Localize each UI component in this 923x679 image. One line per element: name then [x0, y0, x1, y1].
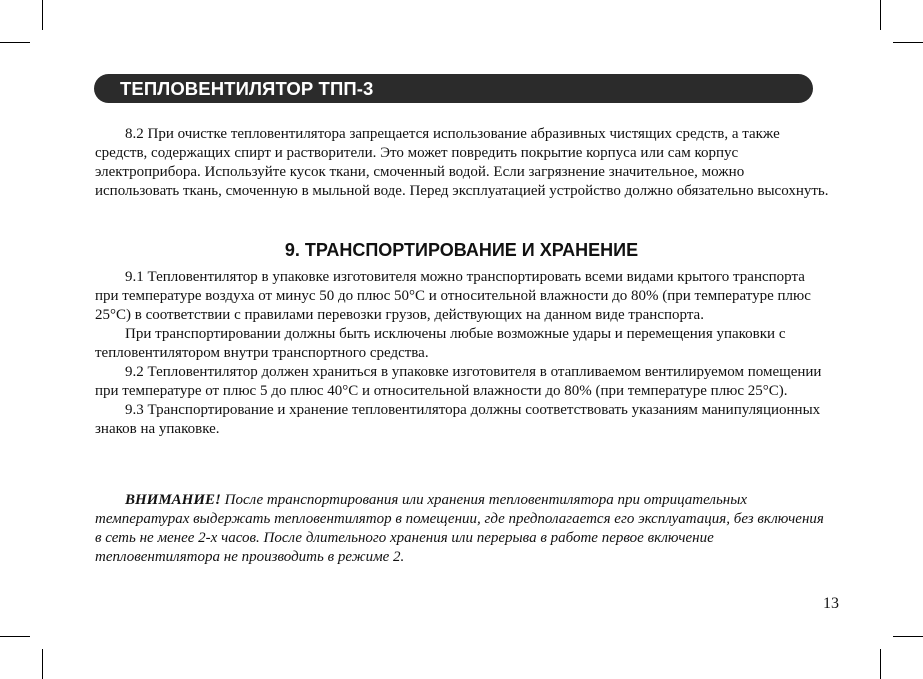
crop-mark-bottom-left-horizontal: [0, 636, 30, 637]
page-number: 13: [823, 595, 839, 612]
cleaning-paragraph: 8.2 При очистке тепловентилятора запрещается использование абразивных чистящих средств, а также средств, содержащих спирт и растворители. Это может повредить покрытие корпуса или сам корпус электроприбора. Используйте кусок ткани, смоченный водой. Если загрязнение значительное, можно использовать ткань, смоченную в мыльной воде. Перед эксплуатацией устройство должно обязательно высохнуть.: [95, 126, 829, 199]
crop-mark-bottom-right-horizontal: [893, 636, 923, 637]
cleaning-section: [95, 125, 830, 201]
crop-mark-top-right-vertical: [880, 0, 881, 30]
crop-mark-top-right-horizontal: [893, 42, 923, 43]
crop-mark-bottom-right-vertical: [880, 649, 881, 679]
marking-paragraph: 9.3 Транспортирование и хранение тепловентилятора должны соответствовать указаниям манипуляционных знаков на упаковке.: [95, 402, 821, 437]
warning-text: После транспортирования или хранения тепловентилятора при отрицательных температурах выдержать тепловентилятор в помещении, где предполагается его эксплуатация, без включения в сеть не менее 2-х часов. После длительного хранения или перерыва в работе первое включение тепловентилятора не производить в режиме 2.: [95, 492, 824, 565]
header-banner: [94, 74, 813, 103]
transport-storage-section: [95, 268, 830, 439]
warning-paragraph: [95, 491, 830, 567]
crop-mark-top-left-horizontal: [0, 42, 30, 43]
transport-impact-paragraph: При транспортировании должны быть исключены любые возможные удары и перемещения упаковки с тепловентилятором внутри транспортного средства.: [95, 326, 786, 361]
crop-mark-bottom-left-vertical: [42, 649, 43, 679]
warning-section: [95, 491, 830, 567]
page-title: ТЕПЛОВЕНТИЛЯТОР ТПП-3: [120, 78, 374, 99]
section-heading: 9. ТРАНСПОРТИРОВАНИЕ И ХРАНЕНИЕ: [284, 240, 639, 260]
crop-mark-top-left-vertical: [42, 0, 43, 30]
transport-paragraph: 9.1 Тепловентилятор в упаковке изготовителя можно транспортировать всеми видами крытого транспорта при температуре воздуха от минус 50 до плюс 50°С и относительной влажности до 80% (при температуре плюс 25°С) в соответствии с правилами перевозки грузов, действующих на данном виде транспорта.: [95, 269, 811, 323]
warning-label: ВНИМАНИЕ!: [125, 492, 221, 508]
storage-paragraph: 9.2 Тепловентилятор должен храниться в упаковке изготовителя в отапливаемом вентилируемом помещении при температуре от плюс 5 до плюс 40°С и относительной влажности до 80% (при температуре плюс 25°С).: [95, 364, 822, 399]
